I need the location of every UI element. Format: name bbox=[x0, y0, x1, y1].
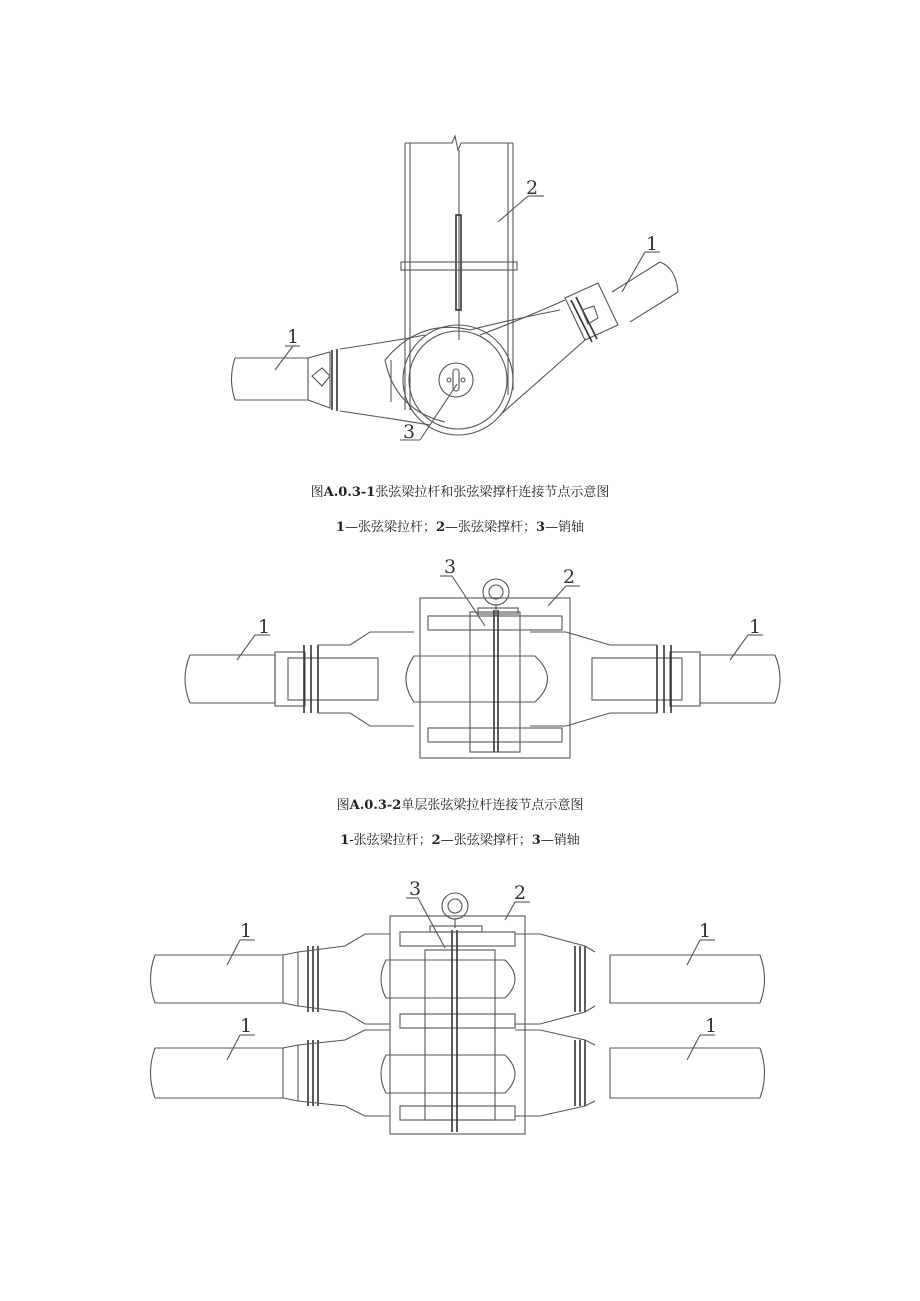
caption-prefix: 图 bbox=[310, 485, 324, 500]
legend-sep: — bbox=[440, 833, 454, 848]
leader-lines bbox=[227, 898, 718, 1060]
label-strut: 2 bbox=[514, 882, 527, 904]
legend-num: 3 bbox=[536, 520, 546, 535]
label-pin: 3 bbox=[403, 421, 416, 443]
caption-text: 张弦梁拉杆和张弦梁撑杆连接节点示意图 bbox=[375, 485, 610, 500]
label-rod-left: 1 bbox=[287, 326, 300, 348]
legend-text: 张弦梁撑杆； bbox=[458, 520, 537, 535]
legend-text: 销轴 bbox=[558, 520, 585, 535]
legend-text: 张弦梁拉杆； bbox=[357, 520, 436, 535]
caption-text: 单层张弦梁拉杆连接节点示意图 bbox=[401, 798, 584, 813]
legend-num: 2 bbox=[435, 520, 446, 535]
clevis-plate bbox=[381, 893, 525, 1134]
legend-num: 2 bbox=[431, 833, 441, 848]
label-rod-upper-right: 1 bbox=[699, 920, 712, 942]
label-rod-upper-left: 1 bbox=[240, 920, 253, 942]
legend-sep: — bbox=[445, 520, 459, 535]
legend-num: 3 bbox=[531, 833, 541, 848]
label-strut: 2 bbox=[526, 177, 539, 199]
legend-sep: - bbox=[349, 833, 354, 848]
legend-text: 张弦梁拉杆； bbox=[353, 833, 432, 848]
label-pin: 3 bbox=[444, 556, 457, 578]
label-rod-left: 1 bbox=[258, 616, 271, 638]
legend-num: 1 bbox=[335, 520, 345, 535]
legend-text: 销轴 bbox=[553, 833, 580, 848]
legend-text: 张弦梁撑杆； bbox=[453, 833, 532, 848]
label-rod-lower-left: 1 bbox=[240, 1015, 253, 1037]
caption-number: A.0.3-2 bbox=[349, 798, 402, 813]
label-strut: 2 bbox=[563, 566, 576, 588]
label-rod-right: 1 bbox=[646, 233, 659, 255]
caption-number: A.0.3-1 bbox=[323, 485, 376, 500]
legend-num: 1 bbox=[340, 833, 350, 848]
label-rod-right: 1 bbox=[749, 616, 762, 638]
label-rod-lower-right: 1 bbox=[705, 1015, 718, 1037]
legend-sep: — bbox=[344, 520, 358, 535]
label-pin: 3 bbox=[409, 878, 422, 900]
caption-prefix: 图 bbox=[336, 798, 350, 813]
legend-sep: — bbox=[545, 520, 559, 535]
legend-sep: — bbox=[540, 833, 554, 848]
